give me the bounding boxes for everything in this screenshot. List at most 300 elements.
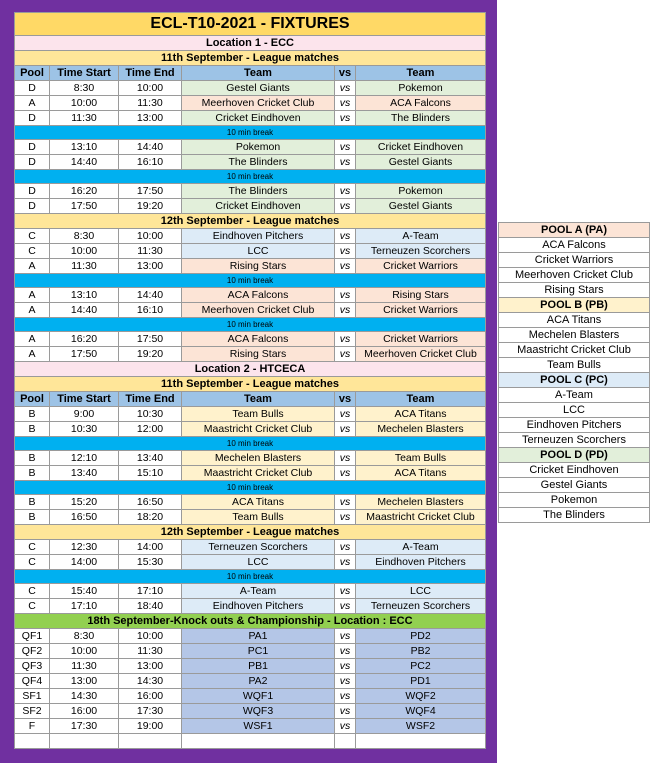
match-row <box>15 584 486 599</box>
match-time-start: 15:20 <box>50 495 119 510</box>
match-time-end: 19:20 <box>119 347 182 362</box>
pool-team: A-Team <box>499 388 650 403</box>
empty-cell <box>356 734 486 749</box>
match-row <box>15 303 486 318</box>
column-header-row <box>15 66 486 81</box>
day-heading: 12th September - League matches <box>15 525 486 540</box>
match-team-2: WQF2 <box>356 689 486 704</box>
match-vs: vs <box>335 184 356 199</box>
pool-team-row <box>499 283 650 298</box>
match-vs: vs <box>335 155 356 170</box>
match-pool: SF1 <box>15 689 50 704</box>
match-pool: C <box>15 555 50 570</box>
match-team-2: A-Team <box>356 540 486 555</box>
pool-team-row <box>499 418 650 433</box>
match-time-start: 17:10 <box>50 599 119 614</box>
match-team-2: Pokemon <box>356 81 486 96</box>
match-vs: vs <box>335 629 356 644</box>
match-team-1: PA2 <box>182 674 335 689</box>
match-pool: QF2 <box>15 644 50 659</box>
empty-row <box>15 734 486 749</box>
match-team-2: Mechelen Blasters <box>356 422 486 437</box>
match-team-2: Team Bulls <box>356 451 486 466</box>
match-row <box>15 644 486 659</box>
match-team-2: Rising Stars <box>356 288 486 303</box>
header-vs: vs <box>335 66 356 81</box>
match-team-2: Maastricht Cricket Club <box>356 510 486 525</box>
match-vs: vs <box>335 674 356 689</box>
match-vs: vs <box>335 96 356 111</box>
match-time-start: 15:40 <box>50 584 119 599</box>
match-time-end: 17:10 <box>119 584 182 599</box>
match-row <box>15 184 486 199</box>
match-pool: B <box>15 407 50 422</box>
pool-header-row <box>499 223 650 238</box>
match-team-2: Cricket Warriors <box>356 259 486 274</box>
pool-title: POOL C (PC) <box>499 373 650 388</box>
match-vs: vs <box>335 466 356 481</box>
match-time-end: 19:00 <box>119 719 182 734</box>
match-time-start: 13:10 <box>50 288 119 303</box>
match-time-start: 8:30 <box>50 229 119 244</box>
column-header-row <box>15 392 486 407</box>
header-team-2: Team <box>356 392 486 407</box>
match-vs: vs <box>335 407 356 422</box>
break-label: 10 min break <box>15 437 486 451</box>
match-team-1: WQF1 <box>182 689 335 704</box>
match-team-1: Eindhoven Pitchers <box>182 599 335 614</box>
match-pool: A <box>15 332 50 347</box>
pool-team: Cricket Warriors <box>499 253 650 268</box>
match-time-start: 11:30 <box>50 111 119 126</box>
match-row <box>15 244 486 259</box>
match-time-start: 10:30 <box>50 422 119 437</box>
match-pool: D <box>15 81 50 96</box>
match-team-2: PB2 <box>356 644 486 659</box>
match-team-1: Rising Stars <box>182 259 335 274</box>
match-row <box>15 96 486 111</box>
pool-header-row <box>499 298 650 313</box>
pool-team: Meerhoven Cricket Club <box>499 268 650 283</box>
match-vs: vs <box>335 659 356 674</box>
header-team-1: Team <box>182 66 335 81</box>
empty-cell <box>50 734 119 749</box>
match-vs: vs <box>335 229 356 244</box>
break-row <box>15 318 486 332</box>
pool-team: Gestel Giants <box>499 478 650 493</box>
match-team-2: Gestel Giants <box>356 155 486 170</box>
pool-title: POOL B (PB) <box>499 298 650 313</box>
match-time-start: 16:00 <box>50 704 119 719</box>
pool-team: Maastricht Cricket Club <box>499 343 650 358</box>
match-team-1: Team Bulls <box>182 510 335 525</box>
pool-team: Cricket Eindhoven <box>499 463 650 478</box>
match-time-end: 17:50 <box>119 332 182 347</box>
day-heading: 11th September - League matches <box>15 377 486 392</box>
match-time-start: 13:10 <box>50 140 119 155</box>
match-vs: vs <box>335 451 356 466</box>
pool-team-row <box>499 343 650 358</box>
match-row <box>15 689 486 704</box>
match-vs: vs <box>335 259 356 274</box>
match-team-2: Pokemon <box>356 184 486 199</box>
match-team-1: Team Bulls <box>182 407 335 422</box>
match-time-end: 17:30 <box>119 704 182 719</box>
match-time-end: 16:10 <box>119 155 182 170</box>
match-team-1: Meerhoven Cricket Club <box>182 303 335 318</box>
match-pool: A <box>15 96 50 111</box>
match-team-1: ACA Falcons <box>182 332 335 347</box>
match-pool: B <box>15 466 50 481</box>
match-pool: C <box>15 229 50 244</box>
pool-team: LCC <box>499 403 650 418</box>
match-time-end: 14:00 <box>119 540 182 555</box>
match-vs: vs <box>335 510 356 525</box>
match-team-1: PA1 <box>182 629 335 644</box>
match-time-end: 15:30 <box>119 555 182 570</box>
match-row <box>15 347 486 362</box>
match-pool: C <box>15 540 50 555</box>
pool-team-row <box>499 403 650 418</box>
match-row <box>15 540 486 555</box>
match-time-end: 14:40 <box>119 288 182 303</box>
match-pool: D <box>15 184 50 199</box>
match-time-start: 14:00 <box>50 555 119 570</box>
match-vs: vs <box>335 689 356 704</box>
match-team-1: Pokemon <box>182 140 335 155</box>
break-row <box>15 481 486 495</box>
match-team-1: Terneuzen Scorchers <box>182 540 335 555</box>
fixtures-table <box>14 12 486 749</box>
location-row <box>15 36 486 51</box>
match-team-1: Eindhoven Pitchers <box>182 229 335 244</box>
day-heading: 12th September - League matches <box>15 214 486 229</box>
match-pool: A <box>15 303 50 318</box>
match-team-2: PD2 <box>356 629 486 644</box>
match-time-end: 13:00 <box>119 259 182 274</box>
match-time-start: 16:50 <box>50 510 119 525</box>
match-team-2: Gestel Giants <box>356 199 486 214</box>
match-time-start: 16:20 <box>50 184 119 199</box>
pool-team-row <box>499 493 650 508</box>
match-pool: B <box>15 510 50 525</box>
location-row <box>15 362 486 377</box>
match-time-start: 10:00 <box>50 96 119 111</box>
match-team-2: A-Team <box>356 229 486 244</box>
match-vs: vs <box>335 332 356 347</box>
break-row <box>15 170 486 184</box>
match-time-end: 19:20 <box>119 199 182 214</box>
match-row <box>15 111 486 126</box>
header-time-end: Time End <box>119 392 182 407</box>
pools-table <box>498 222 650 523</box>
header-pool: Pool <box>15 392 50 407</box>
match-vs: vs <box>335 111 356 126</box>
match-pool: C <box>15 244 50 259</box>
empty-cell <box>15 734 50 749</box>
pool-team: The Blinders <box>499 508 650 523</box>
pool-team: Team Bulls <box>499 358 650 373</box>
day-row <box>15 214 486 229</box>
match-row <box>15 629 486 644</box>
header-team-2: Team <box>356 66 486 81</box>
pool-team-row <box>499 388 650 403</box>
match-vs: vs <box>335 81 356 96</box>
match-pool: C <box>15 584 50 599</box>
match-time-end: 10:00 <box>119 229 182 244</box>
match-time-start: 11:30 <box>50 259 119 274</box>
match-time-start: 11:30 <box>50 659 119 674</box>
header-vs: vs <box>335 392 356 407</box>
match-time-end: 18:20 <box>119 510 182 525</box>
match-time-start: 14:40 <box>50 155 119 170</box>
match-team-2: PD1 <box>356 674 486 689</box>
match-time-end: 10:00 <box>119 629 182 644</box>
knockout-row <box>15 614 486 629</box>
match-time-start: 13:40 <box>50 466 119 481</box>
match-row <box>15 229 486 244</box>
match-row <box>15 719 486 734</box>
break-row <box>15 570 486 584</box>
pool-team-row <box>499 313 650 328</box>
match-team-2: Terneuzen Scorchers <box>356 599 486 614</box>
match-time-start: 16:20 <box>50 332 119 347</box>
match-team-1: WSF1 <box>182 719 335 734</box>
match-team-1: PC1 <box>182 644 335 659</box>
pool-team-row <box>499 268 650 283</box>
page-title: ECL-T10-2021 - FIXTURES <box>15 13 486 36</box>
match-team-1: ACA Titans <box>182 495 335 510</box>
match-row <box>15 259 486 274</box>
match-vs: vs <box>335 347 356 362</box>
match-vs: vs <box>335 244 356 259</box>
match-time-end: 16:50 <box>119 495 182 510</box>
match-row <box>15 332 486 347</box>
match-row <box>15 659 486 674</box>
knockout-heading: 18th September-Knock outs & Championship - Location : ECC <box>15 614 486 629</box>
match-pool: SF2 <box>15 704 50 719</box>
match-time-end: 16:00 <box>119 689 182 704</box>
location-heading: Location 2 - HTCECA <box>15 362 486 377</box>
match-row <box>15 555 486 570</box>
match-team-1: WQF3 <box>182 704 335 719</box>
break-row <box>15 126 486 140</box>
match-time-start: 13:00 <box>50 674 119 689</box>
empty-cell <box>119 734 182 749</box>
match-row <box>15 199 486 214</box>
match-pool: D <box>15 199 50 214</box>
match-vs: vs <box>335 719 356 734</box>
match-team-2: WQF4 <box>356 704 486 719</box>
match-team-1: Rising Stars <box>182 347 335 362</box>
day-heading: 11th September - League matches <box>15 51 486 66</box>
match-team-2: ACA Titans <box>356 407 486 422</box>
title-row <box>15 13 486 36</box>
pool-team-row <box>499 478 650 493</box>
match-pool: F <box>15 719 50 734</box>
match-team-2: ACA Falcons <box>356 96 486 111</box>
header-time-start: Time Start <box>50 66 119 81</box>
match-row <box>15 451 486 466</box>
match-row <box>15 422 486 437</box>
match-pool: D <box>15 140 50 155</box>
pool-header-row <box>499 448 650 463</box>
match-time-end: 11:30 <box>119 644 182 659</box>
match-row <box>15 288 486 303</box>
match-team-1: Cricket Eindhoven <box>182 199 335 214</box>
match-row <box>15 704 486 719</box>
break-label: 10 min break <box>15 274 486 288</box>
match-time-start: 8:30 <box>50 629 119 644</box>
match-vs: vs <box>335 540 356 555</box>
match-time-end: 15:10 <box>119 466 182 481</box>
match-time-start: 10:00 <box>50 644 119 659</box>
match-row <box>15 155 486 170</box>
match-team-1: Meerhoven Cricket Club <box>182 96 335 111</box>
match-row <box>15 466 486 481</box>
match-time-end: 11:30 <box>119 244 182 259</box>
match-time-start: 12:30 <box>50 540 119 555</box>
match-vs: vs <box>335 584 356 599</box>
match-vs: vs <box>335 288 356 303</box>
pool-team: ACA Falcons <box>499 238 650 253</box>
match-pool: A <box>15 288 50 303</box>
match-vs: vs <box>335 599 356 614</box>
match-vs: vs <box>335 199 356 214</box>
match-time-start: 14:30 <box>50 689 119 704</box>
match-vs: vs <box>335 140 356 155</box>
match-team-1: ACA Falcons <box>182 288 335 303</box>
match-pool: D <box>15 111 50 126</box>
match-pool: A <box>15 347 50 362</box>
match-row <box>15 140 486 155</box>
match-team-2: PC2 <box>356 659 486 674</box>
header-time-start: Time Start <box>50 392 119 407</box>
match-vs: vs <box>335 555 356 570</box>
match-time-end: 12:00 <box>119 422 182 437</box>
pool-team-row <box>499 238 650 253</box>
pool-team-row <box>499 253 650 268</box>
match-time-end: 14:30 <box>119 674 182 689</box>
match-team-2: The Blinders <box>356 111 486 126</box>
match-vs: vs <box>335 704 356 719</box>
match-time-start: 12:10 <box>50 451 119 466</box>
pool-team: Mechelen Blasters <box>499 328 650 343</box>
match-pool: B <box>15 451 50 466</box>
match-team-1: LCC <box>182 244 335 259</box>
match-time-start: 10:00 <box>50 244 119 259</box>
match-team-2: Meerhoven Cricket Club <box>356 347 486 362</box>
header-pool: Pool <box>15 66 50 81</box>
pool-team: Terneuzen Scorchers <box>499 433 650 448</box>
break-label: 10 min break <box>15 126 486 140</box>
match-time-start: 14:40 <box>50 303 119 318</box>
pool-team: Pokemon <box>499 493 650 508</box>
match-pool: D <box>15 155 50 170</box>
match-time-end: 16:10 <box>119 303 182 318</box>
pool-title: POOL D (PD) <box>499 448 650 463</box>
match-time-start: 17:50 <box>50 347 119 362</box>
match-team-1: Gestel Giants <box>182 81 335 96</box>
match-time-end: 13:00 <box>119 659 182 674</box>
break-label: 10 min break <box>15 481 486 495</box>
match-pool: B <box>15 495 50 510</box>
match-time-start: 17:30 <box>50 719 119 734</box>
empty-cell <box>182 734 335 749</box>
match-team-2: LCC <box>356 584 486 599</box>
match-team-1: PB1 <box>182 659 335 674</box>
match-team-2: Terneuzen Scorchers <box>356 244 486 259</box>
match-time-end: 13:40 <box>119 451 182 466</box>
match-time-end: 14:40 <box>119 140 182 155</box>
pool-team-row <box>499 433 650 448</box>
match-team-2: WSF2 <box>356 719 486 734</box>
header-time-end: Time End <box>119 66 182 81</box>
match-vs: vs <box>335 644 356 659</box>
match-pool: B <box>15 422 50 437</box>
match-team-2: Cricket Warriors <box>356 303 486 318</box>
match-team-1: Maastricht Cricket Club <box>182 422 335 437</box>
break-label: 10 min break <box>15 570 486 584</box>
match-pool: QF4 <box>15 674 50 689</box>
match-row <box>15 599 486 614</box>
match-pool: QF3 <box>15 659 50 674</box>
pool-title: POOL A (PA) <box>499 223 650 238</box>
location-heading: Location 1 - ECC <box>15 36 486 51</box>
match-pool: C <box>15 599 50 614</box>
match-time-end: 13:00 <box>119 111 182 126</box>
match-team-1: The Blinders <box>182 184 335 199</box>
pool-team: Eindhoven Pitchers <box>499 418 650 433</box>
match-vs: vs <box>335 303 356 318</box>
match-time-end: 10:00 <box>119 81 182 96</box>
break-label: 10 min break <box>15 318 486 332</box>
break-row <box>15 274 486 288</box>
match-vs: vs <box>335 422 356 437</box>
pool-team-row <box>499 508 650 523</box>
match-team-1: A-Team <box>182 584 335 599</box>
pool-team-row <box>499 358 650 373</box>
match-pool: QF1 <box>15 629 50 644</box>
pool-team: Rising Stars <box>499 283 650 298</box>
day-row <box>15 51 486 66</box>
match-row <box>15 674 486 689</box>
match-team-2: Cricket Warriors <box>356 332 486 347</box>
break-row <box>15 437 486 451</box>
match-time-start: 17:50 <box>50 199 119 214</box>
match-team-1: Cricket Eindhoven <box>182 111 335 126</box>
match-team-2: ACA Titans <box>356 466 486 481</box>
match-team-1: Maastricht Cricket Club <box>182 466 335 481</box>
day-row <box>15 377 486 392</box>
header-team-1: Team <box>182 392 335 407</box>
match-time-end: 17:50 <box>119 184 182 199</box>
match-team-2: Mechelen Blasters <box>356 495 486 510</box>
match-team-1: Mechelen Blasters <box>182 451 335 466</box>
match-time-start: 8:30 <box>50 81 119 96</box>
match-vs: vs <box>335 495 356 510</box>
match-team-2: Eindhoven Pitchers <box>356 555 486 570</box>
pool-team: ACA Titans <box>499 313 650 328</box>
match-pool: A <box>15 259 50 274</box>
match-row <box>15 407 486 422</box>
pool-team-row <box>499 463 650 478</box>
empty-cell <box>335 734 356 749</box>
match-time-end: 10:30 <box>119 407 182 422</box>
match-row <box>15 495 486 510</box>
match-team-1: The Blinders <box>182 155 335 170</box>
pool-header-row <box>499 373 650 388</box>
